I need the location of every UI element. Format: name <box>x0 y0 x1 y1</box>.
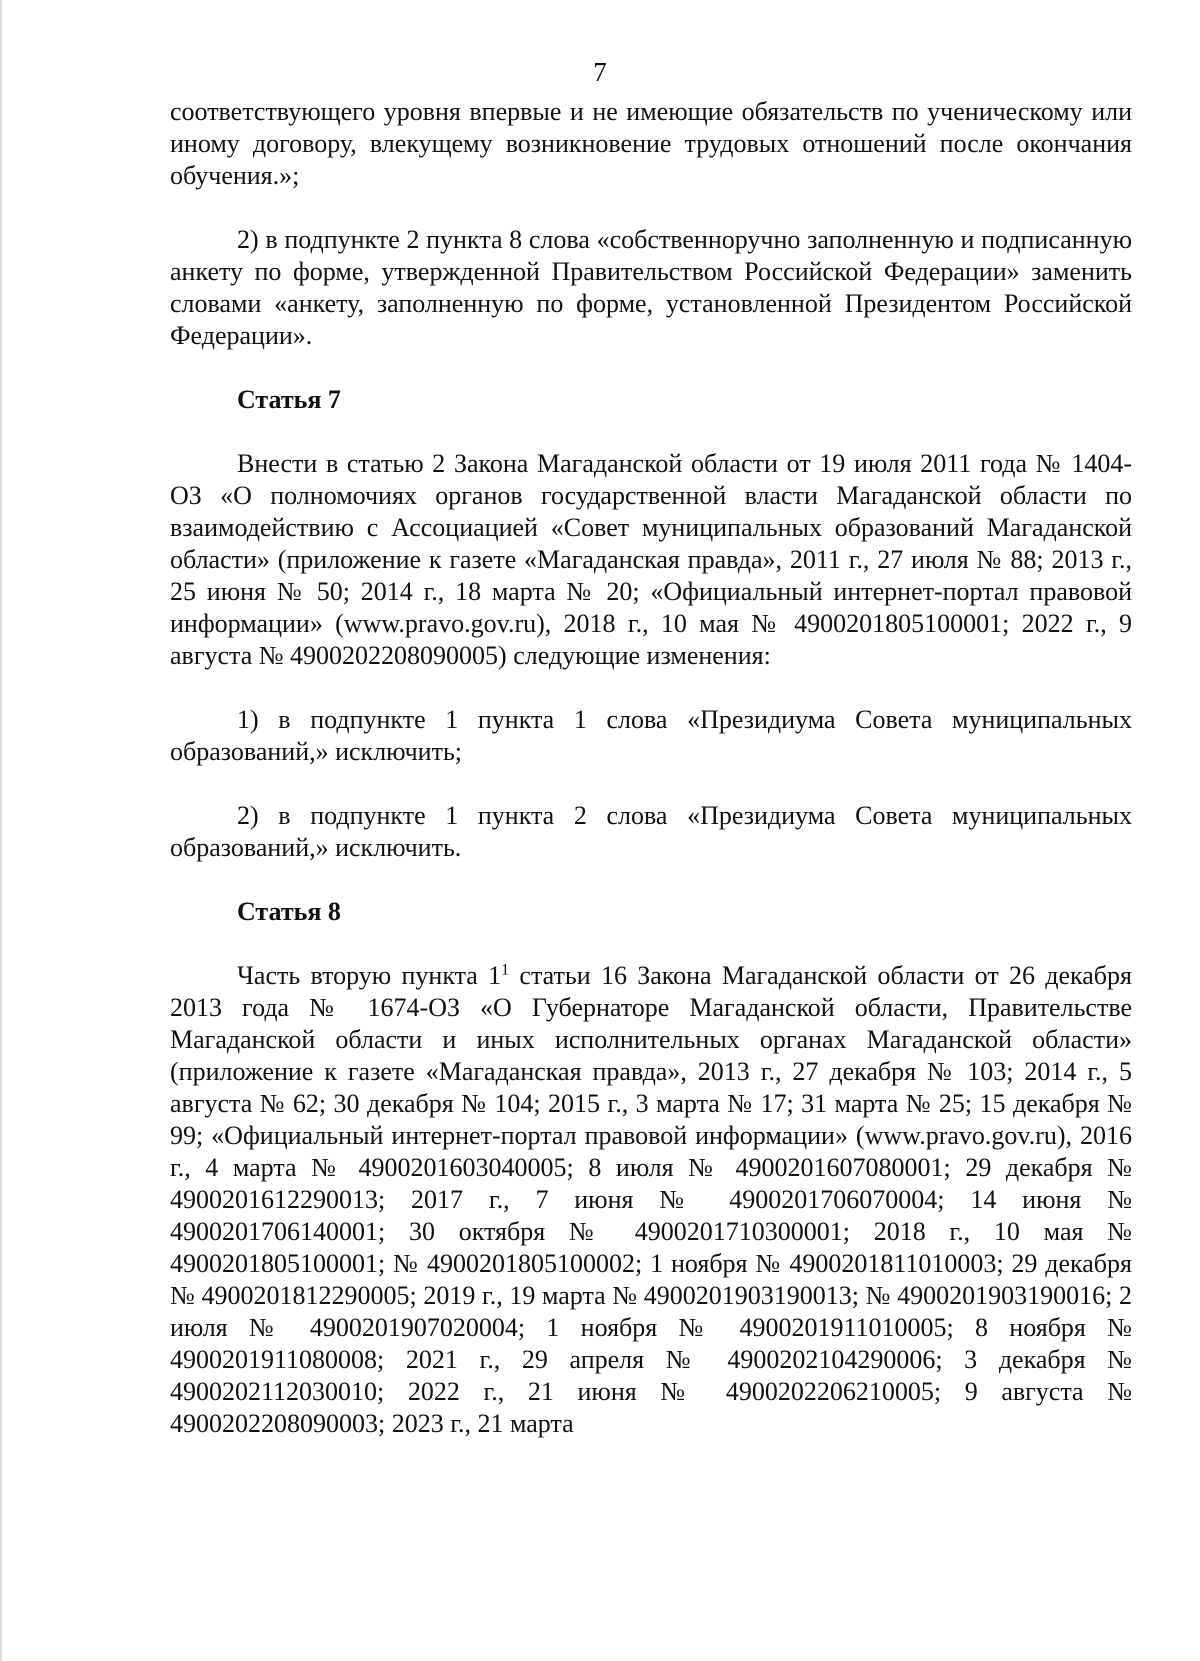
article7-item2-paragraph: 2) в подпункте 1 пункта 2 слова «Президиума Совета муниципальных образований,» исключить. <box>170 801 1132 862</box>
article8-superscript: 1 <box>501 961 510 979</box>
continuation-paragraph: соответствующего уровня впервые и не имеющие обязательств по ученическому или иному договору, влекущему возникновение трудовых отношений после окончания обучения.»; <box>170 97 1132 190</box>
article8-text-start: Часть вторую пункта 1 <box>237 961 502 990</box>
scan-edge-shadow <box>0 0 3 1661</box>
article7-intro-paragraph: Внести в статью 2 Закона Магаданской области от 19 июля 2011 года № 1404-ОЗ «О полномочиях органов государственной власти Магаданской области по взаимодействию с Ассоциацией «Совет муниципальных образований Магаданской области» (приложение к газете «Магаданская правда», 2011 г., 27 июля № 88; 2013 г., 25 июня № 50; 2014 г., 18 марта № 20; «Официальный интернет-портал правовой информации» (www.pravo.gov.ru), 2018 г., 10 мая № 4900201805100001; 2022 г., 9 августа № 4900202208090005) следующие изменения: <box>170 449 1132 670</box>
article6-item2-paragraph: 2) в подпункте 2 пункта 8 слова «собственноручно заполненную и подписанную анкету по форме, утвержденной Правительством Российской Федерации» заменить словами «анкету, заполненную по форме, установленной Президентом Российской Федерации». <box>170 225 1132 350</box>
article8-paragraph <box>170 960 1132 1440</box>
page-number: 7 <box>593 57 607 87</box>
document-body <box>170 96 1132 1440</box>
article7-item1-paragraph: 1) в подпункте 1 пункта 1 слова «Президиума Совета муниципальных образований,» исключить; <box>170 705 1132 766</box>
article8-heading: Статья 8 <box>237 897 341 926</box>
article8-text-rest: статьи 16 Закона Магаданской области от 26 декабря 2013 года № 1674-ОЗ «О Губернаторе Магаданской области, Правительстве Магаданской области и иных исполнительных органах Магаданской области» (приложение к газете «Магаданская правда», 2013 г., 27 декабря № 103; 2014 г., 5 августа № 62; 30 декабря № 104; 2015 г., 3 марта № 17; 31 марта № 25; 15 декабря № 99; «Официальный интернет-портал правовой информации» (www.pravo.gov.ru), 2016 г., 4 марта № 4900201603040005; 8 июля № 4900201607080001; 29 декабря № 4900201612290013; 2017 г., 7 июня № 4900201706070004; 14 июня № 4900201706140001; 30 октября № 4900201710300001; 2018 г., 10 мая № 4900201805100001; № 4900201805100002; 1 ноября № 4900201811010003; 29 декабря № 4900201812290005; 2019 г., 19 марта № 4900201903190013; № 4900201903190016; 2 июля № 4900201907020004; 1 ноября № 4900201911010005; 8 ноября № 4900201911080008; 2021 г., 29 апреля № 4900202104290006; 3 декабря № 4900202112030010; 2022 г., 21 июня № 4900202206210005; 9 августа № 4900202208090003; 2023 г., 21 марта <box>170 961 1132 1438</box>
article7-heading: Статья 7 <box>237 385 341 414</box>
